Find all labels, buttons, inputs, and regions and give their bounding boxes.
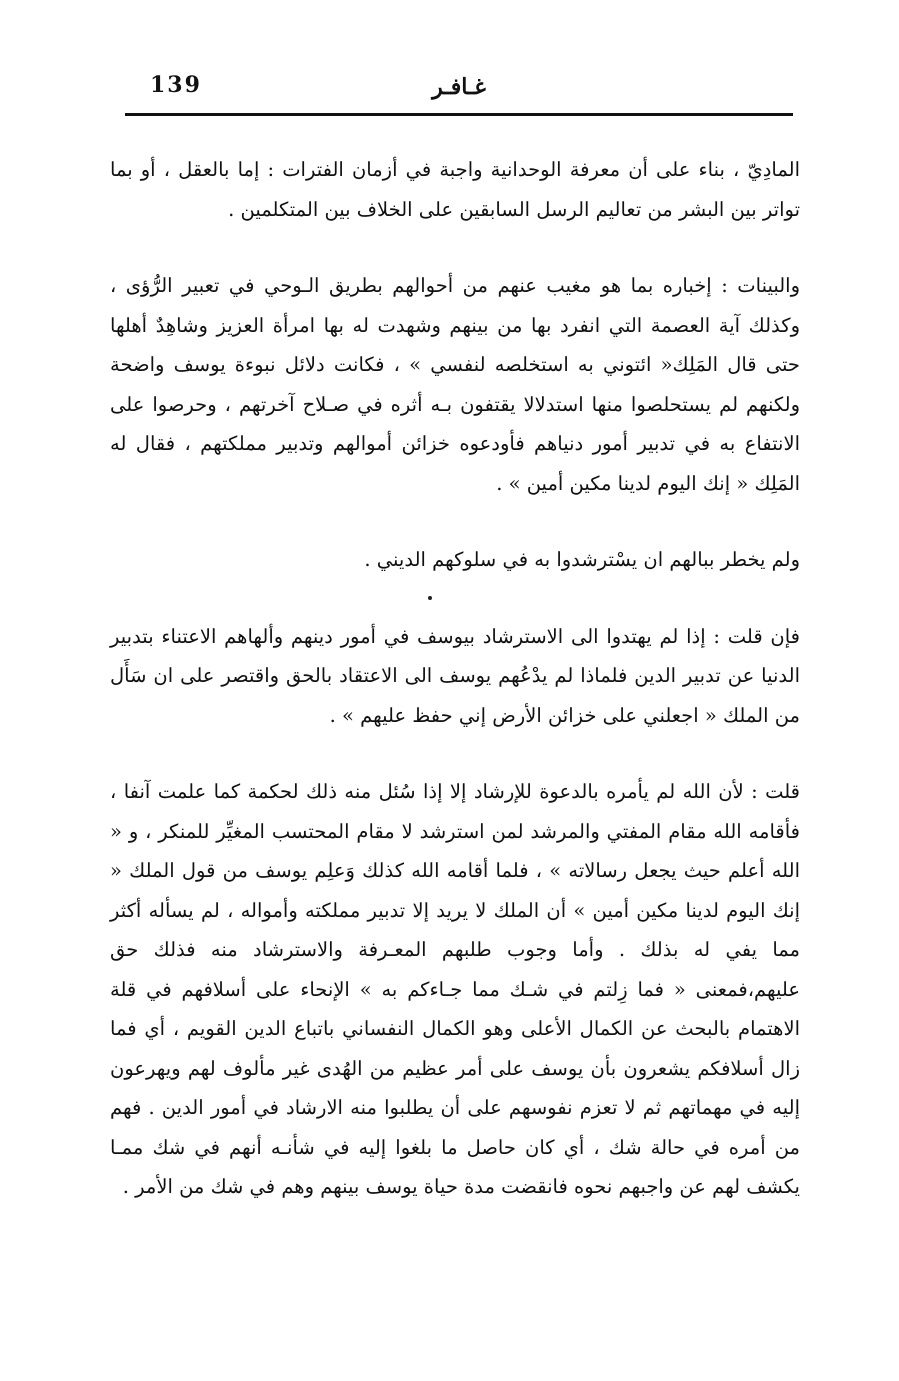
- paragraph-5: قلت : لأن الله لم يأمره بالدعوة للإرشاد إلا إذا سُئل منه ذلك لحكمة كما علمت آنفا ، فأقامه الله مقام المفتي والمرشد لمن استرشد لا مقام المحتسب المغيِّر للمنكر ، و « الله أعلم حيث يجعل رسالاته » ، فلما أقامه الله كذلك وَعلِم يوسف من قول الملك « إنك اليوم لدينا مكين أمين » أن الملك لا يريد إلا تدبير مملكته وأمواله ، لم يسأله أكثر مما يفي له بذلك . وأما وجوب طلبهم المعـرفة والاسترشاد منه فذلك حق عليهم،فمعنى « فما زِلتم في شـك مما جـاءكم به » الإنحاء على أسلافهم في قلة الاهتمام بالبحث عن الكمال الأعلى وهو الكمال النفساني باتباع الدين القويم ، أي فما زال أسلافكم يشعرون بأن يوسف على أمر عظيم من الهُدى غير مألوف لهم ويهرعون إليه في مهماتهم ثم لا تعزم نفوسهم على أن يطلبوا منه الارشاد في أمور الدين . فهم من أمره في حالة شك ، أي كان حاصل ما بلغوا إليه في شأنـه أنهم في شك ممـا يكشف لهم عن واجبهم نحوه فانقضت مدة حياة يوسف بينهم وهم في شك من الأمر .: [110, 780, 800, 1198]
- paragraph-4: فإن قلت : إذا لم يهتدوا الى الاسترشاد بيوسف في أمور دينهم وألهاهم الاعتناء بتدبير الدنيا عن تدبير الدين فلماذا لم يدْعُهم يوسف الى الاعتقاد بالحق واقتصر على ان سَأَل من الملك « اجعلني على خزائن الأرض إني حفظ عليهم » .: [110, 624, 800, 727]
- page-number: 139: [150, 72, 202, 98]
- page-body: [110, 150, 800, 1207]
- running-title: غـافـر: [432, 74, 486, 100]
- paragraph-2: والبينات : إخباره بما هو مغيب عنهم من أحوالهم بطريق الـوحي في تعبير الرُّؤى ، وكذلك آية العصمة التي انفرد بها من بينهم وشهدت له بها امرأة العزيز وشاهِدٌ أهلها حتى قال المَلِك« ائتوني به استخلصه لنفسي » ، فكانت دلائل نبوءة يوسف واضحة ولكنهم لم يستحلصوا منها استدلالا يقتفون بـه أثره في صـلاح آخرتهم ، وحرصوا على الانتفاع به في تدبير أمور دنياهم فأودعوه خزائن أموالهم وتدبير مملكتهم ، فقال له المَلِك « إنك اليوم لدينا مكين أمين » .: [110, 274, 800, 495]
- header-divider: [125, 113, 793, 116]
- paragraph-3: ولم يخطر ببالهم ان يسْترشدوا به في سلوكهم الديني .: [364, 548, 800, 571]
- ink-speck: [428, 596, 432, 600]
- paragraph-1: المادِيّ ، بناء على أن معرفة الوحدانية واجبة في أزمان الفترات : إما بالعقل ، أو بما تواتر بين البشر من تعاليم الرسل السابقين على الخلاف بين المتكلمين .: [110, 158, 800, 221]
- page-header: [125, 72, 793, 112]
